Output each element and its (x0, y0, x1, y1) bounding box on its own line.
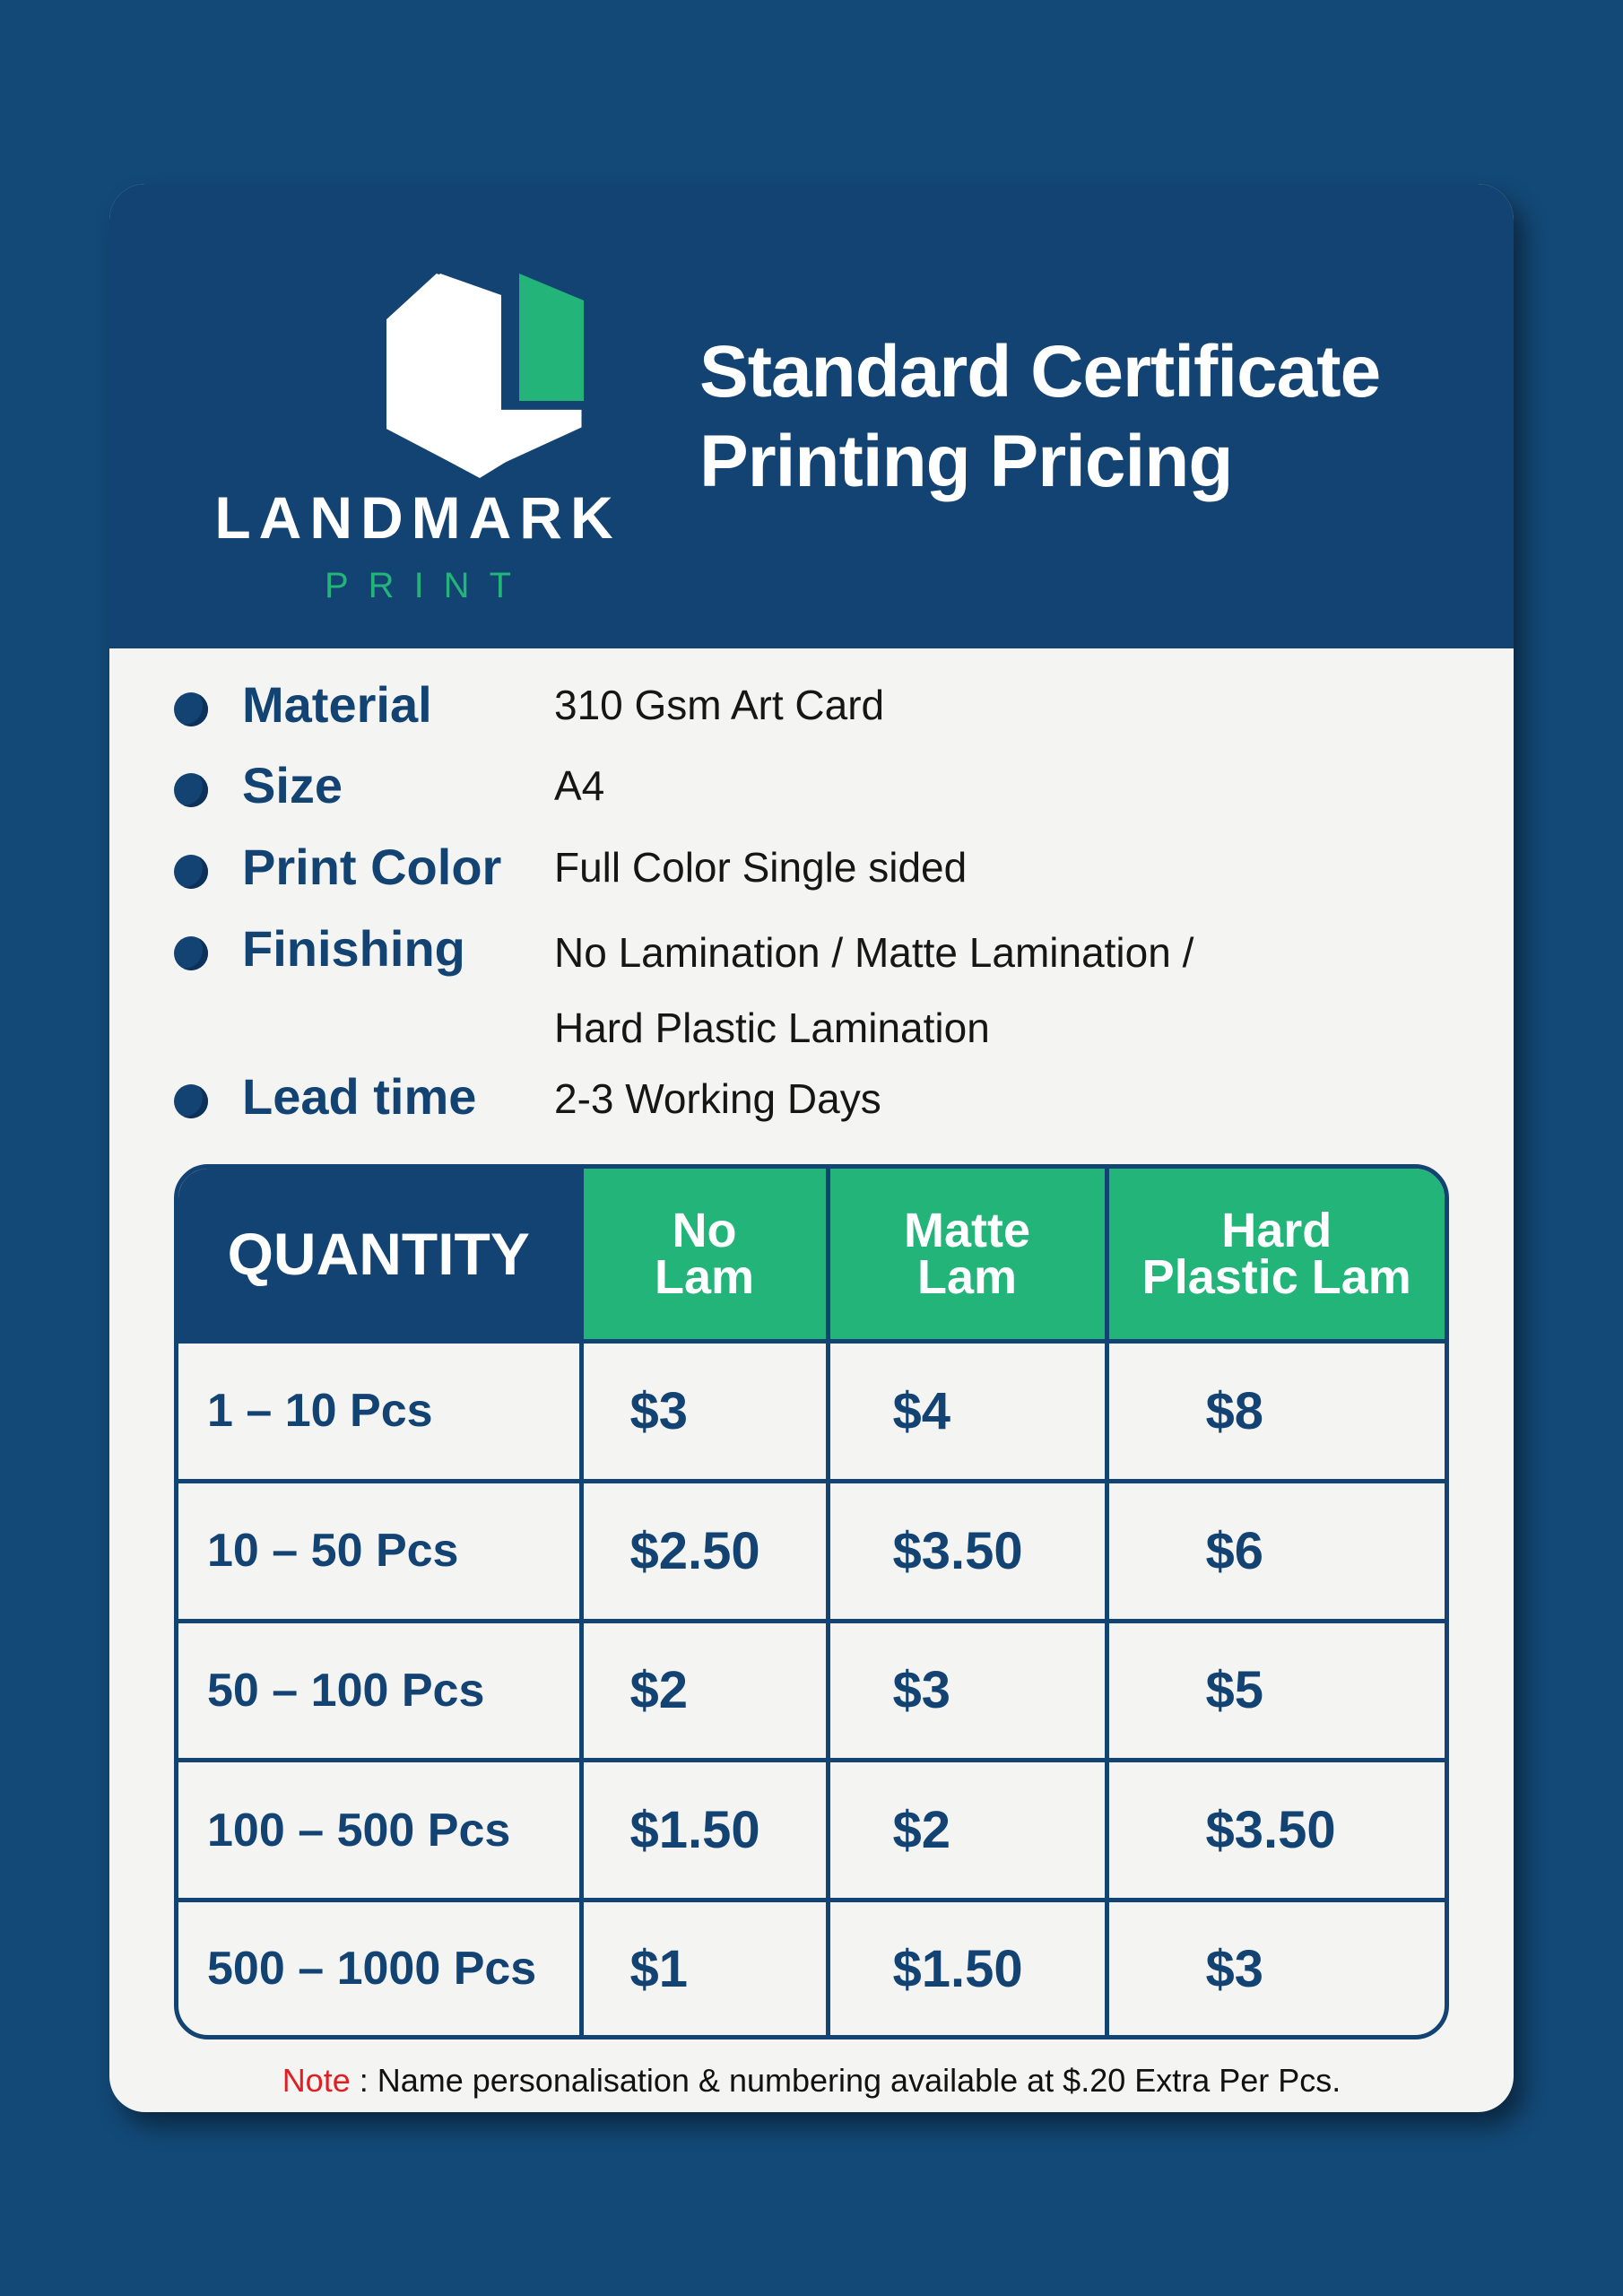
price-cell-matte-lam: $2 (828, 1761, 1107, 1900)
logo-wordmark: LANDMARK (214, 484, 621, 551)
bullet-icon (174, 1084, 208, 1118)
bullet-icon (174, 855, 208, 889)
price-cell-no-lam: $3 (581, 1342, 828, 1482)
spec-value: 2-3 Working Days (554, 1075, 881, 1122)
price-cell-no-lam: $1 (581, 1900, 828, 2035)
price-cell-no-lam: $2 (581, 1621, 828, 1761)
spec-label: Size (242, 757, 343, 813)
price-cell-matte-lam: $3 (828, 1621, 1107, 1761)
column-header-line: Matte (903, 1204, 1030, 1257)
quantity-cell: 1 – 10 Pcs (178, 1342, 581, 1482)
note-text: : Name personalisation & numbering available at $.20 Extra Per Pcs. (350, 2062, 1341, 2099)
landmark-print-logo (185, 274, 651, 614)
column-header-line: Plastic Lam (1141, 1250, 1411, 1304)
spec-label: Lead time (242, 1068, 477, 1125)
price-cell-hard-plastic-lam: $3.50 (1107, 1761, 1445, 1900)
title-line-2: Printing Pricing (699, 421, 1233, 502)
table-row (178, 1342, 1445, 1482)
table-row (178, 1481, 1445, 1621)
spec-label: Finishing (242, 920, 465, 977)
card-header (109, 184, 1514, 648)
price-table (174, 1164, 1449, 2039)
price-cell-no-lam: $1.50 (581, 1761, 828, 1900)
column-header-no-lam (581, 1169, 828, 1342)
spec-value-continued: Hard Plastic Lamination (554, 1004, 990, 1051)
column-header-quantity: QUANTITY (178, 1169, 581, 1342)
quantity-cell: 500 – 1000 Pcs (178, 1900, 581, 2035)
quantity-cell: 10 – 50 Pcs (178, 1481, 581, 1621)
logo-mark-icon (386, 274, 584, 489)
spec-label: Material (242, 676, 432, 733)
price-cell-hard-plastic-lam: $8 (1107, 1342, 1445, 1482)
column-header-matte-lam (828, 1169, 1107, 1342)
column-header-hard-plastic-lam (1107, 1169, 1445, 1342)
price-cell-hard-plastic-lam: $5 (1107, 1621, 1445, 1761)
spec-label: Print Color (242, 839, 502, 895)
footnote (109, 2058, 1514, 2103)
price-cell-matte-lam: $4 (828, 1342, 1107, 1482)
logo-subtitle: PRINT (325, 566, 531, 605)
quantity-cell: 100 – 500 Pcs (178, 1761, 581, 1900)
column-header-line: No (672, 1204, 737, 1257)
price-cell-no-lam: $2.50 (581, 1481, 828, 1621)
bullet-icon (174, 692, 208, 726)
table-row (178, 1900, 1445, 2035)
spec-value: No Lamination / Matte Lamination / (554, 929, 1194, 976)
quantity-cell: 50 – 100 Pcs (178, 1621, 581, 1761)
price-cell-hard-plastic-lam: $6 (1107, 1481, 1445, 1621)
table-row (178, 1761, 1445, 1900)
title-line-1: Standard Certificate (699, 331, 1381, 413)
column-header-line: Hard (1221, 1204, 1332, 1257)
page-title (699, 327, 1488, 507)
price-cell-matte-lam: $1.50 (828, 1900, 1107, 2035)
price-cell-matte-lam: $3.50 (828, 1481, 1107, 1621)
table-row (178, 1621, 1445, 1761)
bullet-icon (174, 773, 208, 807)
pricing-card (109, 184, 1514, 2112)
spec-value: Full Color Single sided (554, 844, 968, 891)
spec-value: 310 Gsm Art Card (554, 682, 885, 728)
table-header-row (178, 1169, 1445, 1342)
bullet-icon (174, 936, 208, 970)
price-cell-hard-plastic-lam: $3 (1107, 1900, 1445, 2035)
column-header-line: Lam (654, 1250, 755, 1304)
column-header-line: Lam (916, 1250, 1018, 1304)
note-label: Note (282, 2062, 351, 2099)
spec-value: A4 (554, 762, 605, 809)
